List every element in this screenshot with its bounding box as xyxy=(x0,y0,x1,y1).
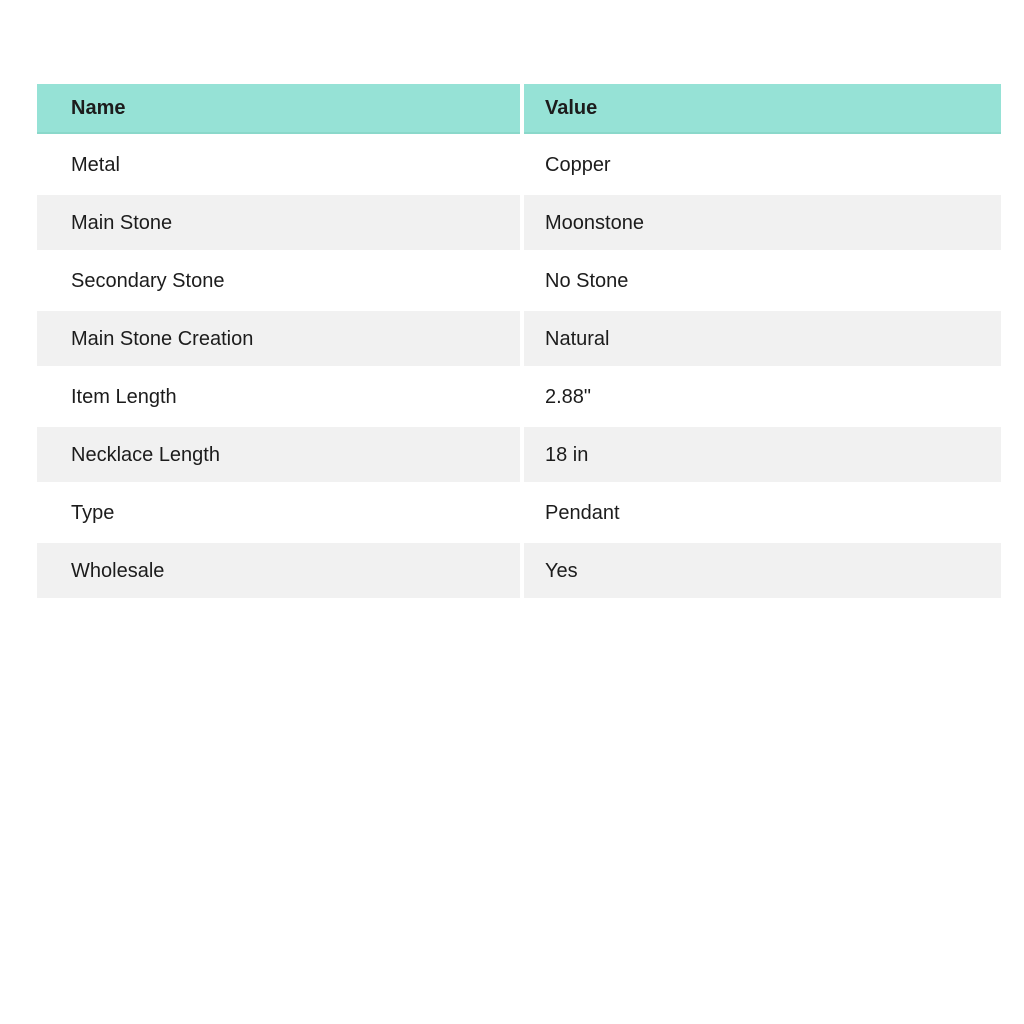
row-value-cell xyxy=(524,485,1001,540)
row-value-cell xyxy=(524,543,1001,598)
header-cell-name xyxy=(37,84,520,134)
row-value-text: Pendant xyxy=(545,501,620,524)
row-value-cell xyxy=(524,137,1001,192)
table-row xyxy=(37,427,1001,482)
row-value-cell xyxy=(524,253,1001,308)
row-value-cell xyxy=(524,369,1001,424)
row-name-cell xyxy=(37,427,520,482)
table-row xyxy=(37,311,1001,366)
header-cell-value xyxy=(524,84,1001,134)
row-value-text: Copper xyxy=(545,153,611,176)
row-value-cell xyxy=(524,195,1001,250)
row-value-text: No Stone xyxy=(545,269,629,292)
table-row xyxy=(37,369,1001,424)
row-name-cell xyxy=(37,311,520,366)
table-row xyxy=(37,137,1001,192)
row-name-cell xyxy=(37,195,520,250)
row-value-text: 2.88" xyxy=(545,385,592,408)
table-row xyxy=(37,543,1001,598)
row-name-text: Type xyxy=(71,501,115,524)
row-name-cell xyxy=(37,253,520,308)
row-name-text: Necklace Length xyxy=(71,443,220,466)
table-row xyxy=(37,195,1001,250)
table-header-row xyxy=(37,84,1001,134)
row-name-cell xyxy=(37,485,520,540)
row-name-text: Main Stone xyxy=(71,211,173,234)
table-row xyxy=(37,485,1001,540)
row-name-cell xyxy=(37,369,520,424)
header-name-label: Name xyxy=(71,97,126,119)
row-value-cell xyxy=(524,427,1001,482)
row-value-text: Natural xyxy=(545,327,610,350)
row-value-text: 18 in xyxy=(545,443,589,466)
row-value-text: Yes xyxy=(545,559,578,582)
row-name-text: Secondary Stone xyxy=(71,269,225,292)
row-name-text: Item Length xyxy=(71,385,177,408)
table-row xyxy=(37,253,1001,308)
row-name-text: Wholesale xyxy=(71,559,165,582)
row-name-text: Main Stone Creation xyxy=(71,327,254,350)
row-name-cell xyxy=(37,543,520,598)
header-value-label: Value xyxy=(545,97,598,119)
row-value-cell xyxy=(524,311,1001,366)
row-name-text: Metal xyxy=(71,153,120,176)
row-name-cell xyxy=(37,137,520,192)
item-specifics-table xyxy=(37,84,1001,598)
row-value-text: Moonstone xyxy=(545,211,644,234)
